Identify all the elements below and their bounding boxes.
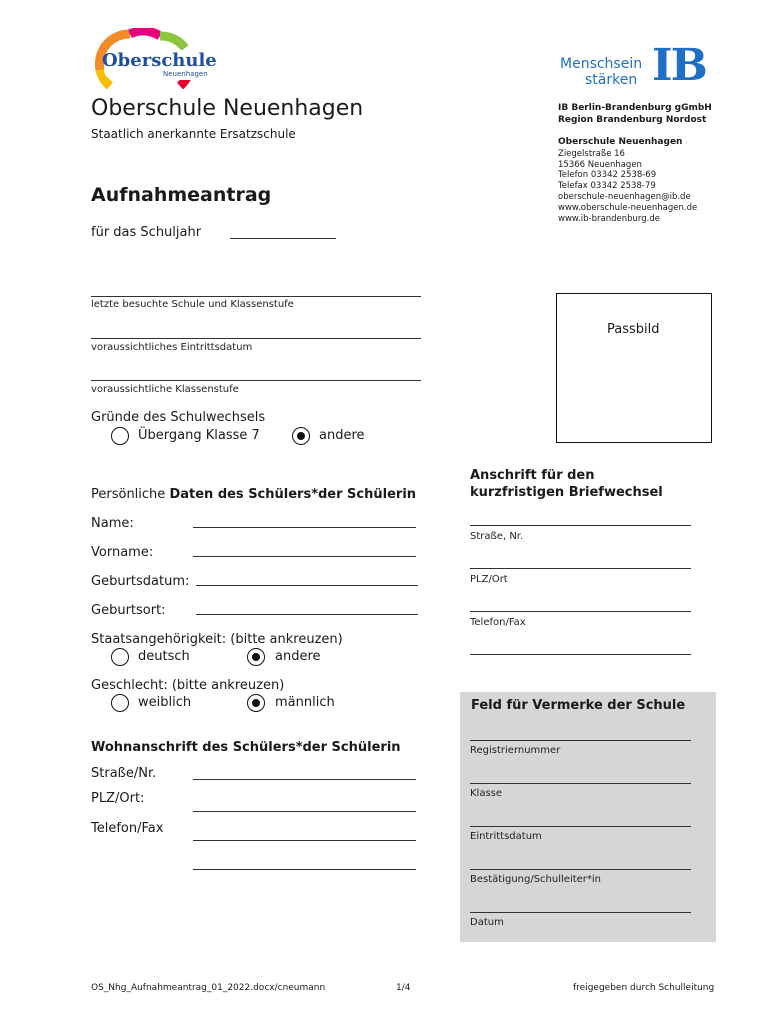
logo-place: Neuenhagen bbox=[163, 70, 208, 78]
org-fax: Telefax 03342 2538-79 bbox=[558, 181, 656, 191]
nationality-option-other: andere bbox=[275, 649, 321, 664]
footer-note: freigegeben durch Schulleitung bbox=[573, 983, 715, 993]
nationality-radio-german[interactable] bbox=[111, 648, 129, 666]
grade-caption: voraussichtliche Klassenstufe bbox=[91, 384, 239, 395]
office-class-field[interactable] bbox=[470, 783, 691, 784]
year-label: für das Schuljahr bbox=[91, 225, 202, 240]
school-title: Oberschule Neuenhagen bbox=[91, 96, 364, 121]
mail-heading-line2: kurzfristigen Briefwechsel bbox=[470, 485, 663, 500]
ib-logo bbox=[558, 32, 708, 92]
org-phone: Telefon 03342 2538-69 bbox=[558, 170, 657, 180]
residence-extra-field[interactable] bbox=[193, 869, 416, 870]
mail-phone-caption: Telefon/Fax bbox=[470, 617, 526, 628]
form-title: Aufnahmeantrag bbox=[91, 184, 272, 206]
mail-extra-field[interactable] bbox=[470, 654, 691, 655]
vorname-label: Vorname: bbox=[91, 545, 154, 560]
reason-option-other: andere bbox=[319, 428, 365, 443]
mail-plz-field[interactable] bbox=[470, 568, 691, 569]
ib-logo-line1: Menschsein bbox=[560, 56, 643, 72]
office-class-caption: Klasse bbox=[470, 788, 503, 799]
nationality-option-german: deutsch bbox=[138, 649, 190, 664]
org-web1: www.oberschule-neuenhagen.de bbox=[558, 203, 698, 213]
oberschule-logo bbox=[90, 28, 220, 90]
office-confirmation-field[interactable] bbox=[470, 869, 691, 870]
entry-date-caption: voraussichtliches Eintrittsdatum bbox=[91, 342, 253, 353]
residence-plz-label: PLZ/Ort: bbox=[91, 791, 145, 806]
footer-file: OS_Nhg_Aufnahmeantrag_01_2022.docx/cneumann bbox=[91, 983, 326, 993]
gender-option-male: männlich bbox=[275, 695, 335, 710]
office-confirmation-caption: Bestätigung/Schulleiter*in bbox=[470, 874, 602, 885]
org-street: Ziegelstraße 16 bbox=[558, 149, 625, 159]
reason-option-transition: Übergang Klasse 7 bbox=[138, 428, 260, 443]
office-entry-date-field[interactable] bbox=[470, 826, 691, 827]
office-registration-caption: Registriernummer bbox=[470, 745, 561, 756]
grade-field[interactable] bbox=[91, 380, 421, 381]
nationality-label: Staatsangehörigkeit: (bitte ankreuzen) bbox=[91, 632, 343, 647]
logo-name: Oberschule bbox=[102, 50, 217, 71]
office-notes-box bbox=[460, 692, 716, 942]
residence-street-label: Straße/Nr. bbox=[91, 766, 157, 781]
personal-heading bbox=[91, 487, 416, 502]
gender-radio-male[interactable] bbox=[247, 694, 265, 712]
nationality-radio-other[interactable] bbox=[247, 648, 265, 666]
office-heading: Feld für Vermerke der Schule bbox=[471, 698, 686, 713]
org-line2: Region Brandenburg Nordost bbox=[558, 115, 707, 125]
reason-radio-other[interactable] bbox=[292, 427, 310, 445]
mail-heading-line1: Anschrift für den bbox=[470, 468, 595, 483]
vorname-field[interactable] bbox=[193, 556, 416, 557]
birthdate-label: Geburtsdatum: bbox=[91, 574, 190, 589]
residence-phone-field[interactable] bbox=[193, 840, 416, 841]
org-line1: IB Berlin-Brandenburg gGmbH bbox=[558, 103, 712, 113]
passport-photo-box[interactable] bbox=[556, 293, 712, 443]
gender-option-female: weiblich bbox=[138, 695, 192, 710]
footer-page: 1/4 bbox=[396, 983, 411, 993]
residence-street-field[interactable] bbox=[193, 779, 416, 780]
org-email: oberschule-neuenhagen@ib.de bbox=[558, 192, 691, 202]
residence-plz-field[interactable] bbox=[193, 811, 416, 812]
birthplace-label: Geburtsort: bbox=[91, 603, 166, 618]
personal-heading-bold: Daten des Schülers*der Schülerin bbox=[169, 487, 417, 502]
photo-label: Passbild bbox=[607, 322, 660, 337]
last-school-field[interactable] bbox=[91, 296, 421, 297]
school-subtitle: Staatlich anerkannte Ersatzschule bbox=[91, 127, 296, 141]
office-registration-field[interactable] bbox=[470, 740, 691, 741]
org-city: 15366 Neuenhagen bbox=[558, 160, 642, 170]
mail-street-field[interactable] bbox=[470, 525, 691, 526]
personal-heading-prefix: Persönliche bbox=[91, 487, 170, 502]
year-field[interactable] bbox=[230, 238, 336, 239]
reason-radio-transition[interactable] bbox=[111, 427, 129, 445]
residence-phone-label: Telefon/Fax bbox=[91, 821, 164, 836]
last-school-caption: letzte besuchte Schule und Klassenstufe bbox=[91, 299, 294, 310]
entry-date-field[interactable] bbox=[91, 338, 421, 339]
name-field[interactable] bbox=[193, 527, 416, 528]
mail-phone-field[interactable] bbox=[470, 611, 691, 612]
office-date-caption: Datum bbox=[470, 917, 504, 928]
name-label: Name: bbox=[91, 516, 134, 531]
residence-heading: Wohnanschrift des Schülers*der Schülerin bbox=[91, 740, 401, 755]
reasons-label: Gründe des Schulwechsels bbox=[91, 410, 266, 425]
mail-plz-caption: PLZ/Ort bbox=[470, 574, 508, 585]
birthdate-field[interactable] bbox=[196, 585, 418, 586]
birthplace-field[interactable] bbox=[196, 614, 418, 615]
office-entry-date-caption: Eintrittsdatum bbox=[470, 831, 542, 842]
mail-street-caption: Straße, Nr. bbox=[470, 531, 524, 542]
ib-logo-line2: stärken bbox=[585, 72, 638, 88]
gender-radio-female[interactable] bbox=[111, 694, 129, 712]
gender-label: Geschlecht: (bitte ankreuzen) bbox=[91, 678, 285, 693]
office-date-field[interactable] bbox=[470, 912, 691, 913]
org-web2: www.ib-brandenburg.de bbox=[558, 214, 660, 224]
org-school-name: Oberschule Neuenhagen bbox=[558, 137, 683, 147]
ib-logo-mark: IB bbox=[652, 40, 706, 91]
